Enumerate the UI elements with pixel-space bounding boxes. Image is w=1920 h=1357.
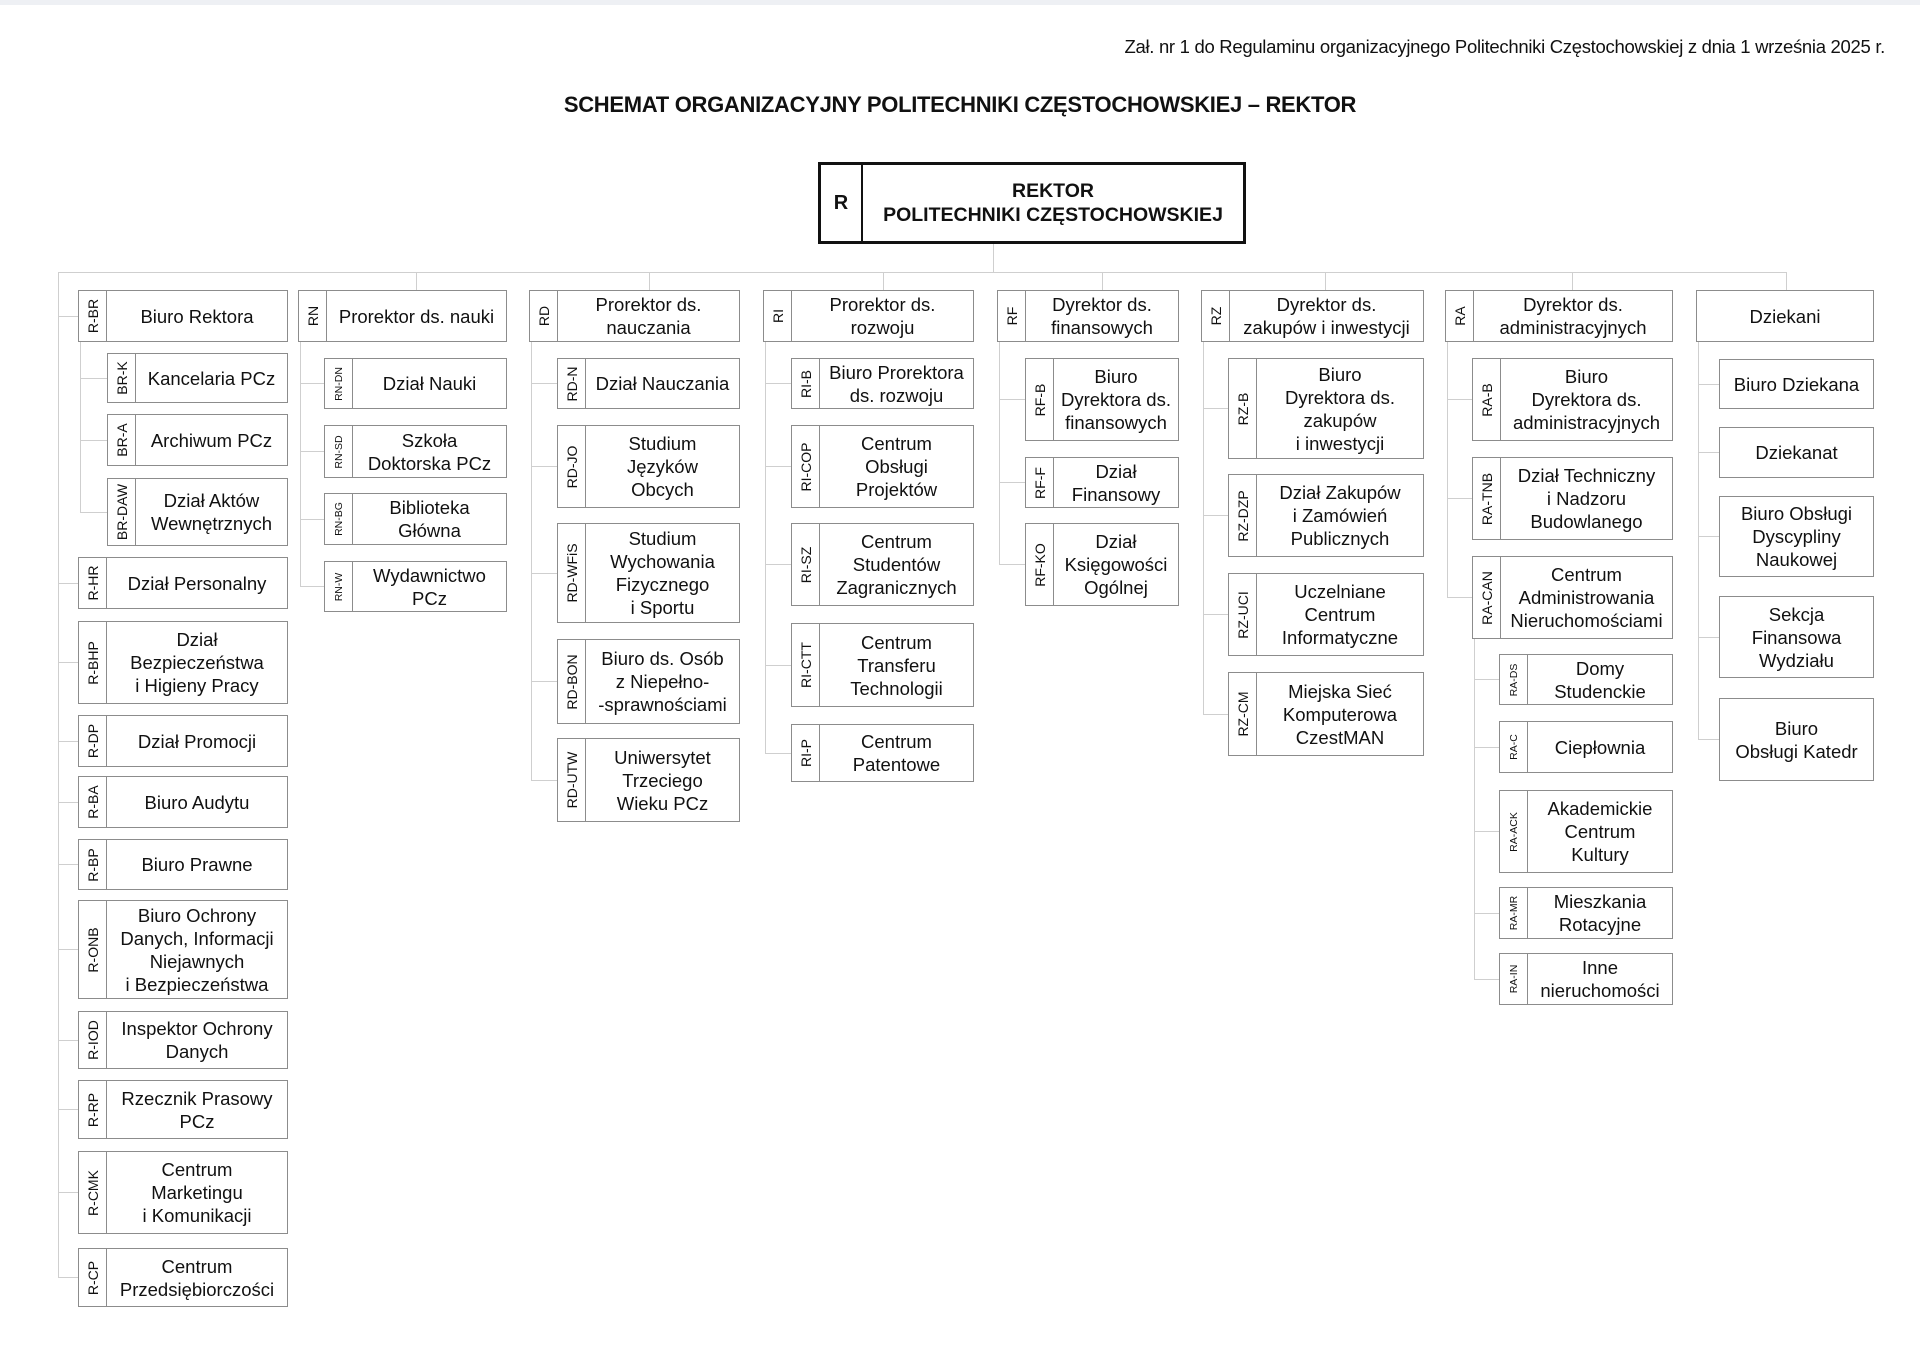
unit-code: [79, 777, 107, 827]
unit-code: [1500, 954, 1528, 1004]
unit-label: Uniwersytet Trzeciego Wieku PCz: [614, 746, 711, 814]
unit-rn[interactable]: [298, 290, 507, 342]
unit-label: Dyrektor ds. administracyjnych: [1499, 294, 1647, 338]
unit-ri-p[interactable]: [791, 724, 974, 782]
column-drop-line: [1786, 272, 1787, 290]
unit-code-text: RZ-DZP: [1234, 489, 1251, 542]
unit-ra-ds[interactable]: [1499, 654, 1673, 705]
unit-label: Dział Aktów Wewnętrznych: [151, 490, 272, 534]
branch-line: [1698, 637, 1719, 638]
branch-line: [80, 378, 107, 379]
unit-label: Biuro Prawne: [141, 854, 253, 875]
branch-line: [58, 583, 78, 584]
unit-code-text: R-HR: [84, 565, 101, 601]
unit-code: [325, 562, 353, 611]
unit-label: Biuro Audytu: [144, 791, 250, 813]
unit-label: Centrum Obsługi Projektów: [855, 433, 938, 500]
branch-line: [531, 573, 557, 574]
unit-label: Archiwum PCz: [150, 429, 273, 451]
unit-code: [1229, 673, 1257, 755]
unit-rd-wfis[interactable]: [557, 523, 740, 623]
unit-code-text: RA-ACK: [1507, 811, 1520, 852]
unit-code: [108, 479, 136, 545]
unit-label: Dział Nauczania: [595, 373, 730, 394]
unit-code: [1202, 291, 1230, 341]
unit-code-text: RN-DN: [332, 366, 345, 401]
unit-br-k[interactable]: [107, 353, 288, 403]
unit-code-text: RD-WFiS: [563, 543, 580, 603]
unit-code: [792, 624, 820, 706]
unit-ra-mr[interactable]: [1499, 887, 1673, 939]
column-drop-line: [1325, 272, 1326, 290]
unit-label: Dyrektor ds. finansowych: [1051, 294, 1153, 338]
unit-code-text: RA-IN: [1507, 964, 1520, 994]
unit-rd-bon[interactable]: [557, 639, 740, 724]
unit-code-text: RZ-B: [1234, 392, 1251, 425]
unit-label: Biuro Dyrektora ds. finansowych: [1060, 366, 1171, 433]
unit-code: [325, 426, 353, 477]
unit-code-text: RF: [1003, 306, 1020, 326]
unit-rn-bg[interactable]: [324, 493, 507, 545]
rektor-label-line1: REKTOR: [1012, 180, 1094, 202]
unit-br-a[interactable]: [107, 414, 288, 466]
unit-code-text: RN: [304, 305, 321, 327]
column-drop-line: [649, 272, 650, 290]
unit-rn-w[interactable]: [324, 561, 507, 612]
unit-dziekani[interactable]: [1696, 290, 1874, 342]
column-drop-line: [416, 272, 417, 290]
unit-code: [1500, 722, 1528, 772]
branch-line: [765, 383, 791, 384]
unit-label: Biuro Prorektora ds. rozwoju: [829, 361, 964, 406]
unit-code-text: RN-W: [332, 572, 345, 601]
unit-code: [79, 1152, 107, 1233]
branch-line: [58, 1192, 78, 1193]
unit-r-iod[interactable]: [78, 1011, 288, 1069]
branch-line: [58, 741, 78, 742]
unit-ra-tnb[interactable]: [1472, 457, 1673, 540]
unit-label: Biuro Dyrektora ds. zakupów i inwestycji: [1284, 363, 1395, 454]
unit-code-text: RN-SD: [332, 434, 345, 469]
unit-label: Ciepłownia: [1554, 736, 1646, 758]
unit-code-text: R-DP: [84, 723, 101, 759]
unit-code-text: RF-B: [1031, 383, 1048, 416]
unit-label: Studium Wychowania Fizycznego i Sportu: [610, 528, 715, 618]
unit-code-text: RI-SZ: [797, 546, 814, 583]
unit-code: [1026, 359, 1054, 440]
unit-code: [1473, 557, 1501, 638]
unit-label: Uczelniane Centrum Informatyczne: [1281, 581, 1399, 648]
unit-label: Sekcja Finansowa Wydziału: [1751, 603, 1842, 671]
unit-rz-dzp[interactable]: [1228, 474, 1424, 557]
unit-label: Dział Techniczny i Nadzoru Budowlanego: [1517, 465, 1656, 532]
unit-label: Domy Studenckie: [1554, 657, 1646, 702]
unit-r-cmk[interactable]: [78, 1151, 288, 1234]
unit-code: [299, 291, 327, 341]
unit-code: [1500, 791, 1528, 872]
spine-rektor-staff: [58, 272, 59, 1278]
unit-label: Biuro Rektora: [140, 305, 254, 327]
unit-code-text: BR-K: [113, 361, 130, 395]
unit-rd[interactable]: [529, 290, 740, 342]
branch-line: [1203, 408, 1228, 409]
unit-code-text: RF-F: [1031, 466, 1048, 499]
branch-line: [765, 466, 791, 467]
unit-label: Dział Finansowy: [1071, 460, 1161, 505]
unit-code-text: RZ: [1207, 306, 1224, 326]
rektor-label-line2: POLITECHNIKI CZĘSTOCHOWSKIEJ: [883, 204, 1223, 226]
unit-code: [792, 725, 820, 781]
unit-ra-in[interactable]: [1499, 953, 1673, 1005]
unit-code: [79, 291, 107, 341]
unit-r-bhp[interactable]: [78, 621, 288, 704]
unit-label: Centrum Administrowania Nieruchomościami: [1510, 564, 1663, 631]
unit-code-text: R-CMK: [84, 1169, 101, 1216]
unit-code-text: RZ-UCI: [1234, 590, 1251, 639]
unit-code-text: R-BR: [84, 298, 101, 334]
unit-ra-ack[interactable]: [1499, 790, 1673, 873]
unit-label: Dział Bezpieczeństwa i Higieny Pracy: [130, 629, 264, 696]
unit-code: [325, 494, 353, 544]
unit-code-text: R-IOD: [84, 1020, 101, 1060]
unit-ra-c[interactable]: [1499, 721, 1673, 773]
unit-ra-b[interactable]: [1472, 358, 1673, 441]
unit-code-text: RA-MR: [1507, 895, 1520, 931]
unit-label: Akademickie Centrum Kultury: [1547, 798, 1653, 865]
unit-label: Szkoła Doktorska PCz: [367, 429, 492, 474]
unit-code-text: RI-COP: [797, 442, 814, 491]
branch-line: [1474, 747, 1499, 748]
unit-rd-utw[interactable]: [557, 738, 740, 822]
unit-d-sfw[interactable]: [1719, 596, 1874, 678]
unit-code: [79, 1081, 107, 1138]
branch-line: [1447, 399, 1472, 400]
branch-line: [300, 383, 324, 384]
branch-line: [1698, 536, 1719, 537]
unit-code-text: RI: [769, 309, 786, 323]
unit-code-text: RD-UTW: [563, 751, 580, 809]
unit-label: Centrum Marketingu i Komunikacji: [142, 1159, 252, 1226]
spine-line: [1698, 342, 1699, 740]
unit-code: [79, 622, 107, 703]
branch-line: [1474, 913, 1499, 914]
unit-label: Dziekani: [1749, 305, 1821, 327]
unit-code-text: BR-A: [113, 423, 130, 457]
branch-line: [531, 466, 557, 467]
page-top-border: [0, 0, 1920, 5]
branch-line: [1203, 714, 1228, 715]
unit-code: [1026, 524, 1054, 605]
unit-ri-sz[interactable]: [791, 523, 974, 606]
branch-line: [1474, 831, 1499, 832]
unit-label: Biuro Dyrektora ds. administracyjnych: [1512, 366, 1661, 433]
branch-line: [531, 383, 557, 384]
branch-line: [531, 681, 557, 682]
unit-code-text: R-BA: [84, 785, 101, 819]
branch-line: [58, 802, 78, 803]
unit-ri-cop[interactable]: [791, 425, 974, 508]
unit-ri-b[interactable]: [791, 358, 974, 409]
unit-label: Biuro Dziekana: [1733, 373, 1860, 395]
unit-code-text: RA-DS: [1507, 663, 1520, 696]
unit-code: [764, 291, 792, 341]
unit-label: Prorektor ds. rozwoju: [829, 294, 936, 338]
spine-line: [1474, 639, 1475, 980]
unit-code-text: RI-B: [797, 369, 814, 398]
unit-code: [1026, 458, 1054, 507]
unit-label: Dział Nauki: [382, 373, 477, 394]
unit-code: [1229, 359, 1257, 458]
unit-label: Inspektor Ochrony Danych: [121, 1018, 273, 1062]
branch-line: [765, 665, 791, 666]
unit-label: Centrum Studentów Zagranicznych: [836, 531, 957, 598]
unit-r-rp[interactable]: [78, 1080, 288, 1139]
branch-line: [58, 1040, 78, 1041]
unit-code-text: RF-KO: [1031, 542, 1048, 587]
unit-label: Biblioteka Główna: [389, 497, 470, 541]
unit-code-text: RA-C: [1507, 734, 1520, 760]
column-drop-line: [883, 272, 884, 290]
unit-label: Dział Zakupów i Zamówień Publicznych: [1279, 482, 1401, 549]
unit-rn-sd[interactable]: [324, 425, 507, 478]
unit-code-text: RI-P: [797, 739, 814, 767]
branch-line: [300, 519, 324, 520]
unit-rd-jo[interactable]: [557, 425, 740, 508]
column-drop-line: [1572, 272, 1573, 290]
unit-label: Studium Języków Obcych: [627, 433, 698, 500]
unit-code: [558, 739, 586, 821]
unit-r-dp[interactable]: [78, 715, 288, 767]
unit-code: [79, 901, 107, 998]
unit-code: [530, 291, 558, 341]
unit-label: Dział Księgowości Ogólnej: [1064, 531, 1168, 598]
spine-line: [1447, 342, 1448, 598]
branch-line: [300, 586, 324, 587]
branch-line: [1698, 452, 1719, 453]
unit-code: [325, 359, 353, 408]
branch-line: [1698, 384, 1719, 385]
unit-code: [79, 716, 107, 766]
column-drop-line: [1102, 272, 1103, 290]
unit-rz[interactable]: [1201, 290, 1424, 342]
branch-line: [999, 482, 1025, 483]
unit-r-ba[interactable]: [78, 776, 288, 828]
unit-label: Inne nieruchomości: [1540, 957, 1660, 1001]
chart-title: SCHEMAT ORGANIZACYJNY POLITECHNIKI CZĘSTOCHOWSKIEJ – REKTOR: [563, 92, 1357, 117]
unit-code: [998, 291, 1026, 341]
unit-label: Prorektor ds. nauczania: [595, 294, 702, 338]
unit-label: Centrum Patentowe: [852, 731, 941, 775]
unit-code-text: RA: [1451, 306, 1468, 326]
rektor-box[interactable]: [818, 162, 1246, 244]
rektor-drop-line: [993, 244, 994, 273]
unit-code-text: RA-CAN: [1478, 570, 1495, 625]
unit-r-cp[interactable]: [78, 1248, 288, 1307]
unit-rf-b[interactable]: [1025, 358, 1179, 441]
unit-label: Biuro Obsługi Dyscypliny Naukowej: [1740, 503, 1853, 570]
unit-code: [1473, 458, 1501, 539]
unit-label: Biuro ds. Osób z Niepełno- -sprawnościami: [598, 648, 727, 715]
unit-code-text: RI-CTT: [797, 642, 814, 688]
unit-code: [1229, 475, 1257, 556]
unit-code-text: R-BP: [84, 847, 101, 882]
branch-line: [58, 864, 78, 865]
unit-ri-ctt[interactable]: [791, 623, 974, 707]
unit-ri[interactable]: [763, 290, 974, 342]
unit-label: Wydawnictwo PCz: [373, 564, 486, 609]
branch-line: [1474, 679, 1499, 680]
unit-label: Biuro Obsługi Katedr: [1735, 717, 1858, 762]
unit-ra[interactable]: [1445, 290, 1673, 342]
unit-code-text: R-RP: [84, 1092, 101, 1127]
unit-code: [1229, 574, 1257, 655]
branch-line: [58, 1277, 78, 1278]
unit-label: Rzecznik Prasowy PCz: [121, 1087, 273, 1132]
unit-label: Biuro Ochrony Danych, Informacji Niejawnych i Bezpieczeństwa: [120, 904, 274, 995]
unit-rz-uci[interactable]: [1228, 573, 1424, 656]
branch-line: [58, 1109, 78, 1110]
unit-code-text: R-CP: [84, 1260, 101, 1295]
spine-line: [531, 342, 532, 781]
unit-rn-dn[interactable]: [324, 358, 507, 409]
unit-r-hr[interactable]: [78, 557, 288, 609]
unit-r-onb[interactable]: [78, 900, 288, 999]
unit-code: [79, 1249, 107, 1306]
unit-label: Kancelaria PCz: [147, 367, 276, 389]
unit-code: [1446, 291, 1474, 341]
branch-line: [80, 512, 107, 513]
unit-rf-ko[interactable]: [1025, 523, 1179, 606]
branch-line: [58, 949, 78, 950]
branch-line: [58, 662, 78, 663]
unit-d-bok[interactable]: [1719, 698, 1874, 781]
unit-code: [1500, 888, 1528, 938]
spine-line: [1203, 342, 1204, 715]
unit-rz-b[interactable]: [1228, 358, 1424, 459]
unit-rf[interactable]: [997, 290, 1179, 342]
unit-label: Dział Promocji: [137, 730, 257, 752]
branch-line: [999, 564, 1025, 565]
unit-rz-cm[interactable]: [1228, 672, 1424, 756]
unit-code: [1473, 359, 1501, 440]
unit-rd-n[interactable]: [557, 358, 740, 409]
unit-code-text: RD-JO: [563, 445, 580, 488]
rektor-code: R: [821, 165, 863, 241]
unit-code: [792, 359, 820, 408]
top-bus-line: [58, 272, 1787, 273]
annex-note: Zał. nr 1 do Regulaminu organizacyjnego Politechniki Częstochowskiej z dnia 1 września 2025 r.: [1124, 36, 1885, 57]
unit-rf-f[interactable]: [1025, 457, 1179, 508]
branch-line: [58, 316, 78, 317]
unit-code: [79, 558, 107, 608]
branch-line: [531, 780, 557, 781]
branch-line: [1447, 498, 1472, 499]
branch-line: [1203, 515, 1228, 516]
unit-code: [1500, 655, 1528, 704]
branch-line: [300, 451, 324, 452]
branch-line: [765, 564, 791, 565]
unit-label: Mieszkania Rotacyjne: [1553, 891, 1647, 935]
unit-code: [558, 359, 586, 408]
rektor-label: [863, 165, 1243, 241]
unit-code-text: RD: [535, 305, 552, 327]
unit-code: [108, 415, 136, 465]
spine-line: [765, 342, 766, 754]
unit-label: Centrum Transferu Technologii: [850, 631, 943, 699]
spine-line: [999, 342, 1000, 565]
unit-code-text: RZ-CM: [1234, 691, 1251, 737]
spine-line: [80, 342, 81, 513]
spine-line: [300, 342, 301, 587]
unit-code: [558, 524, 586, 622]
branch-line: [1474, 979, 1499, 980]
unit-code: [792, 426, 820, 507]
unit-br-daw[interactable]: [107, 478, 288, 546]
branch-line: [1698, 739, 1719, 740]
branch-line: [80, 440, 107, 441]
unit-label: Dziekanat: [1755, 442, 1838, 463]
unit-code: [792, 524, 820, 605]
unit-label: Centrum Przedsiębiorczości: [119, 1255, 275, 1300]
unit-code: [108, 354, 136, 402]
unit-d-dz[interactable]: [1719, 427, 1874, 478]
branch-line: [765, 753, 791, 754]
unit-code-text: RD-BON: [563, 653, 580, 710]
unit-code: [558, 426, 586, 507]
unit-r-bp[interactable]: [78, 839, 288, 890]
unit-d-bodn[interactable]: [1719, 496, 1874, 577]
unit-label: Prorektor ds. nauki: [338, 305, 495, 327]
unit-code-text: BR-DAW: [113, 483, 130, 541]
unit-code-text: RA-TNB: [1478, 472, 1495, 525]
branch-line: [999, 399, 1025, 400]
unit-code-text: RN-BG: [332, 502, 345, 536]
unit-code: [558, 640, 586, 723]
unit-code: [79, 1012, 107, 1068]
unit-d-bd[interactable]: [1719, 359, 1874, 409]
unit-label: Dział Personalny: [127, 572, 267, 594]
unit-ra-can[interactable]: [1472, 556, 1673, 639]
unit-code-text: R-BHP: [84, 640, 101, 685]
branch-line: [1203, 614, 1228, 615]
unit-code-text: RD-N: [563, 366, 580, 401]
unit-code-text: RA-B: [1478, 382, 1495, 417]
branch-line: [1447, 597, 1472, 598]
unit-code-text: R-ONB: [84, 926, 101, 973]
unit-code: [79, 840, 107, 889]
unit-label: Miejska Sieć Komputerowa CzestMAN: [1282, 680, 1398, 748]
unit-label: Dyrektor ds. zakupów i inwestycji: [1243, 294, 1410, 338]
unit-r-br[interactable]: [78, 290, 288, 342]
